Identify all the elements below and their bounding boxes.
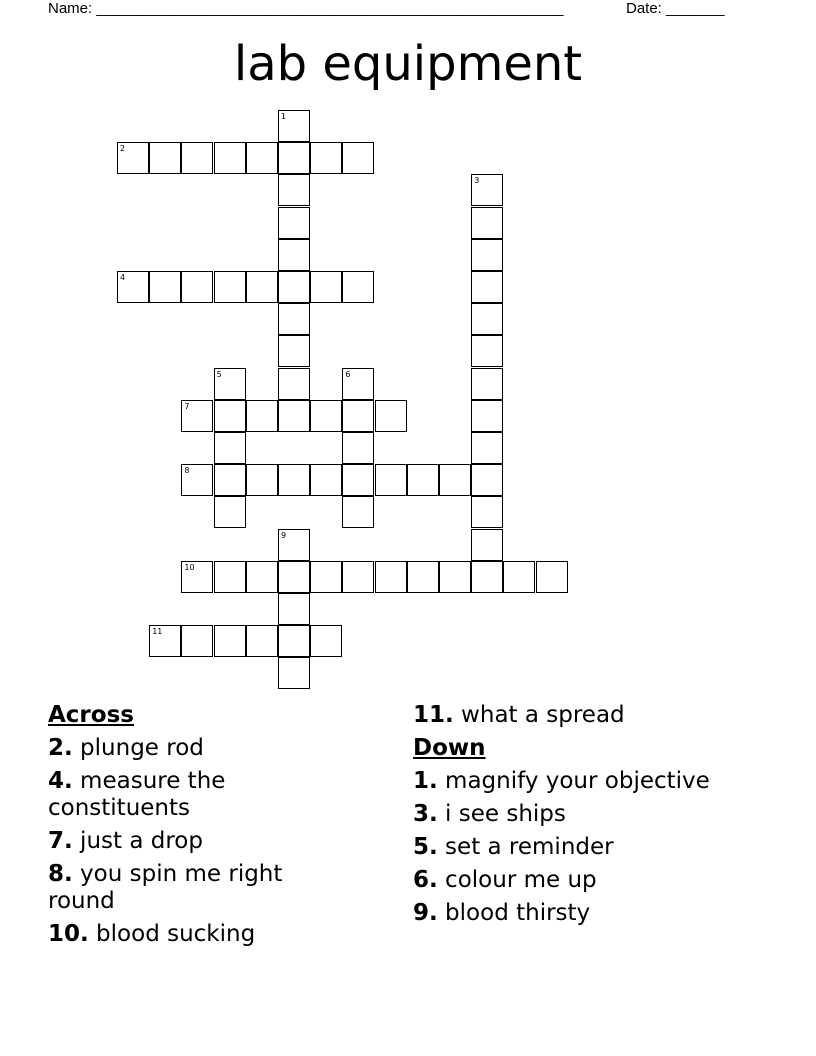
across-clue: 11. what a spread: [413, 702, 625, 728]
clue-number: 2: [120, 144, 126, 154]
clue-number: 7: [184, 401, 190, 411]
clues-right-column: [413, 702, 793, 933]
across-heading: Across: [48, 702, 134, 728]
grid-cell[interactable]: [342, 368, 374, 400]
grid-cell[interactable]: [278, 303, 310, 335]
across-clue: 8. you spin me right round: [48, 861, 283, 914]
grid-cell[interactable]: [214, 142, 246, 174]
across-clue: 7. just a drop: [48, 828, 203, 854]
grid-cell[interactable]: [375, 464, 407, 496]
across-clue: 2. plunge rod: [48, 735, 204, 761]
grid-cell[interactable]: [214, 464, 246, 496]
grid-cell[interactable]: [471, 464, 503, 496]
grid-cell[interactable]: [310, 561, 342, 593]
grid-cell[interactable]: [310, 625, 342, 657]
grid-cell[interactable]: [471, 432, 503, 464]
grid-cell[interactable]: [278, 529, 310, 561]
grid-cell[interactable]: [471, 303, 503, 335]
across-clue: 10. blood sucking: [48, 921, 256, 947]
grid-cell[interactable]: [214, 400, 246, 432]
grid-cell[interactable]: [342, 400, 374, 432]
grid-cell[interactable]: [342, 432, 374, 464]
grid-cell[interactable]: [149, 271, 181, 303]
grid-cell[interactable]: [214, 625, 246, 657]
clues-left-column: [48, 702, 348, 954]
grid-cell[interactable]: [278, 593, 310, 625]
date-field-label[interactable]: Date: _______: [626, 0, 725, 17]
grid-cell[interactable]: [471, 271, 503, 303]
puzzle-title: lab equipment: [233, 36, 583, 92]
grid-cell[interactable]: [407, 464, 439, 496]
grid-cell[interactable]: [310, 464, 342, 496]
grid-cell[interactable]: [117, 271, 149, 303]
clue-number: 9: [281, 530, 287, 540]
clue-number: 1: [281, 112, 287, 121]
grid-cell[interactable]: [471, 207, 503, 239]
grid-cell[interactable]: [342, 561, 374, 593]
grid-cell[interactable]: [310, 142, 342, 174]
grid-cell[interactable]: [181, 142, 213, 174]
grid-cell[interactable]: [278, 174, 310, 206]
clue-number: 3: [474, 176, 480, 186]
grid-cell[interactable]: [246, 561, 278, 593]
grid-cell[interactable]: [278, 625, 310, 657]
clue-number: 8: [184, 466, 190, 476]
grid-cell[interactable]: [471, 529, 503, 561]
clue-number: 10: [184, 562, 195, 572]
down-clue: 1. magnify your objective: [413, 768, 710, 794]
grid-cell[interactable]: [278, 142, 310, 174]
grid-cell[interactable]: [214, 368, 246, 400]
grid-cell[interactable]: [214, 271, 246, 303]
grid-cell[interactable]: [375, 561, 407, 593]
grid-cell[interactable]: [214, 496, 246, 528]
grid-cell[interactable]: [278, 464, 310, 496]
grid-cell[interactable]: [375, 400, 407, 432]
down-clue: 3. i see ships: [413, 801, 566, 827]
grid-cell[interactable]: [214, 561, 246, 593]
grid-cell[interactable]: [471, 335, 503, 367]
down-clue: 9. blood thirsty: [413, 900, 591, 926]
grid-cell[interactable]: [471, 561, 503, 593]
grid-cell[interactable]: [181, 561, 213, 593]
grid-cell[interactable]: [342, 496, 374, 528]
grid-cell[interactable]: [342, 142, 374, 174]
grid-cell[interactable]: [278, 561, 310, 593]
clue-number: 11: [152, 627, 163, 637]
clue-number: 5: [216, 369, 222, 379]
grid-cell[interactable]: [149, 142, 181, 174]
grid-cell[interactable]: [246, 142, 278, 174]
grid-cell[interactable]: [536, 561, 568, 593]
grid-cell[interactable]: [181, 464, 213, 496]
grid-cell[interactable]: [471, 174, 503, 206]
grid-cell[interactable]: [310, 400, 342, 432]
grid-cell[interactable]: [342, 464, 374, 496]
grid-cell[interactable]: [246, 464, 278, 496]
grid-cell[interactable]: [439, 464, 471, 496]
grid-cell[interactable]: [246, 400, 278, 432]
grid-cell[interactable]: [342, 271, 374, 303]
grid-cell[interactable]: [278, 335, 310, 367]
grid-cell[interactable]: [278, 207, 310, 239]
name-field-label[interactable]: Name: ________________________________________________________: [48, 0, 564, 17]
grid-cell[interactable]: [471, 400, 503, 432]
grid-cell[interactable]: [278, 271, 310, 303]
grid-cell[interactable]: [407, 561, 439, 593]
grid-cell[interactable]: [181, 400, 213, 432]
grid-cell[interactable]: [278, 368, 310, 400]
grid-cell[interactable]: [278, 239, 310, 271]
grid-cell[interactable]: [149, 625, 181, 657]
grid-cell[interactable]: [310, 271, 342, 303]
grid-cell[interactable]: [471, 496, 503, 528]
grid-cell[interactable]: [503, 561, 535, 593]
down-clue: 5. set a reminder: [413, 834, 614, 860]
grid-cell[interactable]: [214, 432, 246, 464]
down-clue: 6. colour me up: [413, 867, 597, 893]
grid-cell[interactable]: [278, 400, 310, 432]
clue-number: 6: [345, 369, 351, 379]
grid-cell[interactable]: [117, 142, 149, 174]
across-clue: 4. measure the constituents: [48, 768, 226, 821]
down-heading: Down: [413, 735, 486, 761]
grid-cell[interactable]: [278, 657, 310, 689]
grid-cell[interactable]: [471, 368, 503, 400]
clue-number: 4: [120, 273, 126, 282]
grid-cell[interactable]: [471, 239, 503, 271]
grid-cell[interactable]: [246, 271, 278, 303]
grid-cell[interactable]: [278, 110, 310, 142]
grid-cell[interactable]: [439, 561, 471, 593]
grid-cell[interactable]: [246, 625, 278, 657]
grid-cell[interactable]: [181, 271, 213, 303]
grid-cell[interactable]: [181, 625, 213, 657]
